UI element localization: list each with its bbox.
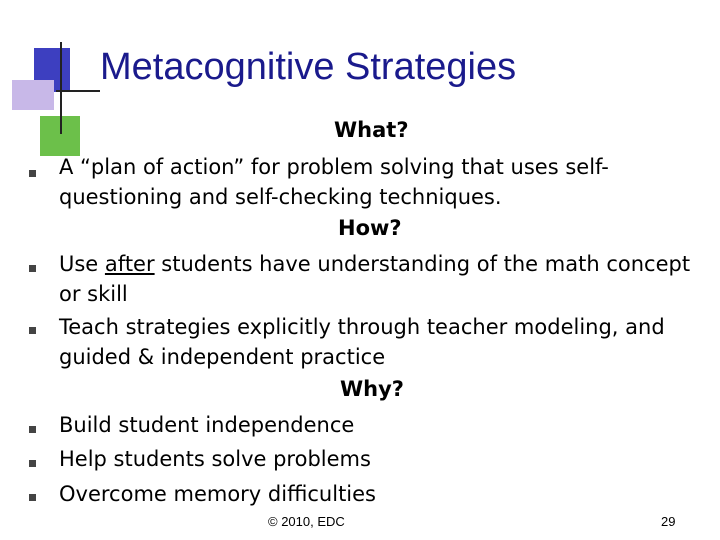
bullet-why-1: Build student independence bbox=[59, 413, 355, 437]
bullet-text-line: Teach strategies explicitly through teacher modeling, and bbox=[59, 315, 665, 339]
bullet-text-line: questioning and self-checking techniques. bbox=[59, 185, 502, 209]
underlined-word: after bbox=[104, 252, 155, 276]
heading-what: What? bbox=[334, 118, 409, 142]
bullet-text-line bbox=[59, 249, 690, 279]
bullet-how-2 bbox=[59, 312, 665, 372]
bullet-how-1 bbox=[59, 249, 690, 309]
text-segment: Use bbox=[59, 252, 105, 276]
bullet-marker bbox=[29, 494, 36, 501]
bullet-text-line: or skill bbox=[59, 282, 128, 306]
heading-how: How? bbox=[338, 216, 402, 240]
bullet-why-2: Help students solve problems bbox=[59, 447, 371, 471]
footer-page-number: 29 bbox=[661, 514, 676, 529]
bullet-why-3: Overcome memory difficulties bbox=[59, 482, 376, 506]
slide-title: Metacognitive Strategies bbox=[100, 46, 517, 88]
bullet-text-line: guided & independent practice bbox=[59, 345, 386, 369]
bullet-marker bbox=[29, 426, 36, 433]
text-segment: students have understanding of the math concept bbox=[154, 252, 691, 276]
bullet-text-line: A “plan of action” for problem solving that uses self- bbox=[59, 155, 609, 179]
bullet-marker bbox=[29, 460, 36, 467]
decor-horizontal-line bbox=[56, 90, 100, 92]
heading-why: Why? bbox=[340, 377, 404, 401]
footer-copyright: © 2010, EDC bbox=[268, 514, 345, 529]
bullet-marker bbox=[29, 170, 36, 177]
decor-vertical-line bbox=[60, 42, 62, 134]
bullet-marker bbox=[29, 265, 36, 272]
bullet-what-1 bbox=[59, 152, 609, 212]
bullet-marker bbox=[29, 327, 36, 334]
decor-lavender-square bbox=[12, 80, 54, 110]
